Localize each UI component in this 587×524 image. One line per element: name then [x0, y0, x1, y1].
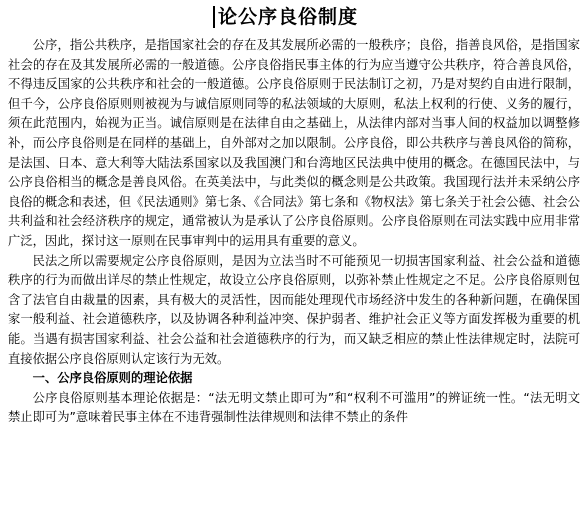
- text-cursor: [213, 6, 215, 28]
- document-body: [8, 36, 580, 428]
- paragraph-theory-basis[interactable]: 公序良俗原则基本理论依据是：“法无明文禁止即可为”和“权利不可滥用”的辨证统一性。“法无明文禁止即可为”意味着民事主体在不违背强制性法律规则和法律不禁止的条件: [8, 390, 580, 425]
- paragraph-public-order-definition[interactable]: 公序，指公共秩序，是指国家社会的存在及其发展所必需的一般秩序；良俗，指善良风俗，是指国家社会的存在及其发展所必需的一般道德。公序良俗指民事主体的行为应当遵守公共秩序，符合善良风俗，不得违反国家的公共秩序和社会的一般道德。公序良俗原则于民法制订之初，乃是对契约自由进行限制，但千今，公序良俗原则则被视为与诚信原则同等的私法领域的大原则，私法上权利的行使、义务的履行，须在此范围内，始视为正当。诚信原则是在法律自由之基础上，从法律内部对当事人间的权益加以调整修补，而公序良俗则是在同样的基础上，自外部对之加以限制。公序良俗，即公共秩序与善良风俗的简称，是法国、日本、意大利等大陆法系国家以及我国澳门和台湾地区民法典中使用的概念。在德国民法中，与公序良俗相当的概念是善良风俗。在英美法中，与此类似的概念则是公共政策。我国现行法并未采纳公序良俗的概念和表述，但《民法通则》第七条、《合同法》第七条和《物权法》第七条关于社会公德、社会公共利益和社会经济秩序的规定，通常被认为是承认了公序良俗原则。公序良俗原则在司法实践中应用非常广泛，因此，探讨这一原则在民事审判中的运用具有重要的意义。: [8, 38, 580, 248]
- title-area: [0, 4, 587, 32]
- document-title[interactable]: 论公序良俗制度: [218, 6, 359, 28]
- section-heading-theory-basis[interactable]: 一、公序良俗原则的理论依据: [32, 371, 193, 386]
- paragraph-reason-for-principle[interactable]: 民法之所以需要规定公序良俗原则，是因为立法当时不可能预见一切损害国家利益、社会公益和道德秩序的行为而做出详尽的禁止性规定，故设立公序良俗原则，以弥补禁止性规定之不足。公序良俗原则包含了法官自由裁量的因素，具有极大的灵活性，因而能处理现代市场经济中发生的各种新问题，在确保国家一般利益、社会道德秩序，以及协调各种利益冲突、保护弱者、维护社会正义等方面发挥极为重要的机能。当遇有损害国家利益、社会公益和社会道德秩序的行为，而又缺乏相应的禁止性法律规定时，法院可直接依据公序良俗原则认定该行为无效。: [8, 253, 580, 366]
